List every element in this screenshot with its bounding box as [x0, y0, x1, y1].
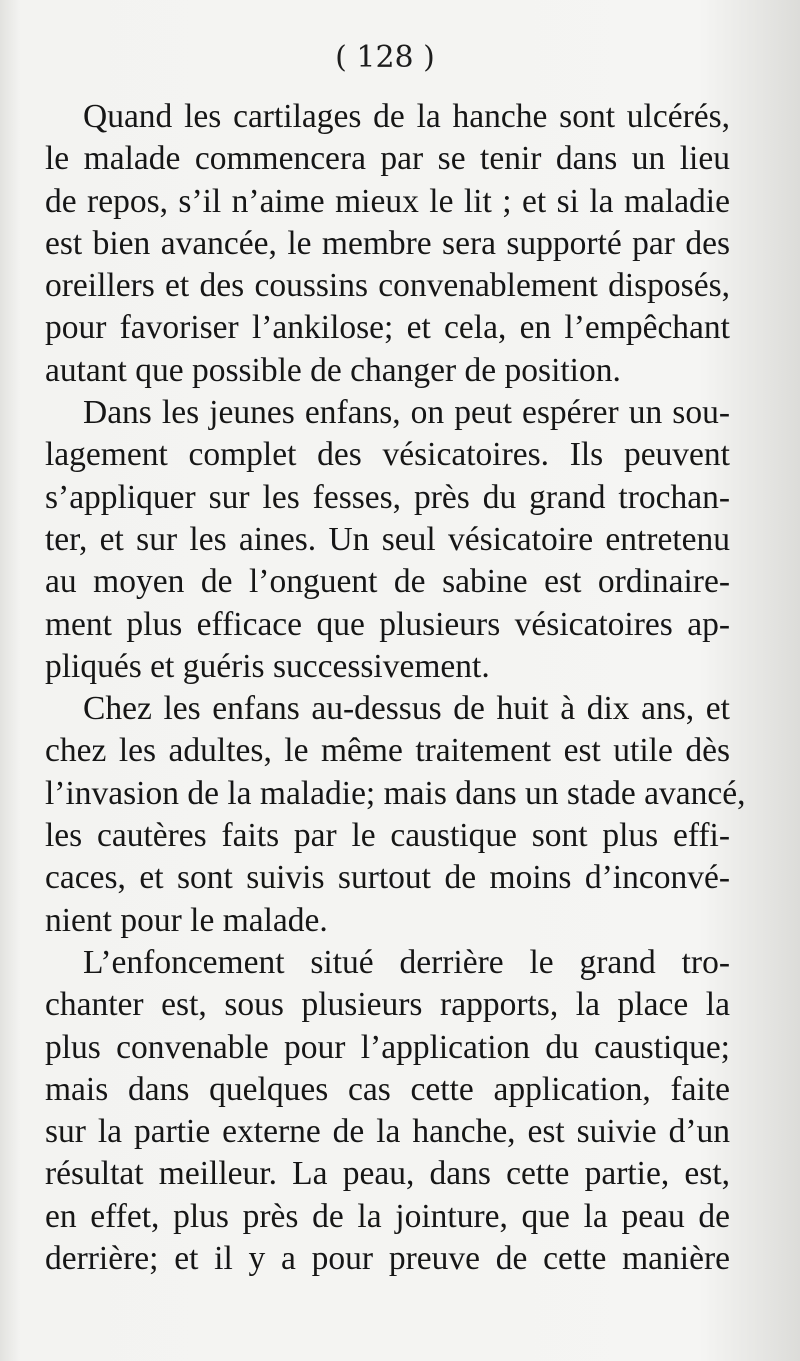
text-line: oreillers et des coussins convenablement disposés, — [45, 267, 730, 305]
text-line: autant que possible de changer de position. — [45, 351, 621, 389]
text-line: les cautères faits par le caustique sont plus effi- — [45, 817, 730, 855]
text-line: chanter est, sous plusieurs rapports, la place la — [45, 986, 730, 1024]
text-line: ter, et sur les aines. Un seul vésicatoire entretenu — [45, 520, 730, 558]
text-line: s’appliquer sur les fesses, près du grand trochan- — [45, 478, 730, 516]
text-line: sur la partie externe de la hanche, est suivie d’un — [45, 1113, 730, 1151]
text-line: Quand les cartilages de la hanche sont ulcérés, — [83, 98, 730, 135]
text-line: chez les adultes, le même traitement est utile dès — [45, 732, 730, 770]
text-line: de repos, s’il n’aime mieux le lit ; et si la maladie — [45, 182, 730, 220]
text-line: l’invasion de la maladie; mais dans un stade avancé, — [45, 774, 746, 812]
text-line: Dans les jeunes enfans, on peut espérer un sou- — [83, 394, 730, 432]
text-line: le malade commencera par se tenir dans un lieu — [45, 140, 730, 178]
paragraph-2 — [45, 392, 730, 688]
page-number: ( 128 ) — [335, 40, 435, 75]
text-line: Chez les enfans au-dessus de huit à dix ans, et — [83, 690, 730, 728]
text-line: en effet, plus près de la jointure, que la peau de — [45, 1197, 730, 1235]
text-line: L’enfoncement situé derrière le grand tro- — [83, 943, 730, 981]
paragraph-4 — [45, 942, 730, 1280]
text-line: mais dans quelques cas cette application, faite — [45, 1070, 730, 1108]
body-text — [45, 96, 746, 1280]
text-line: pliqués et guéris successivement. — [45, 647, 490, 685]
text-line: plus convenable pour l’application du caustique; — [45, 1028, 730, 1066]
text-line: est bien avancée, le membre sera supporté par des — [45, 224, 730, 262]
text-line: lagement complet des vésicatoires. Ils peuvent — [45, 436, 730, 474]
text-line: nient pour le malade. — [45, 901, 328, 939]
paragraph-3 — [45, 688, 746, 942]
text-line: derrière; et il y a pour preuve de cette manière — [45, 1240, 730, 1278]
paragraph-1 — [45, 96, 730, 392]
text-line: caces, et sont suivis surtout de moins d’inconvé- — [45, 859, 730, 897]
text-line: résultat meilleur. La peau, dans cette partie, est, — [45, 1155, 730, 1193]
text-line: pour favoriser l’ankilose; et cela, en l’empêchant — [45, 309, 730, 347]
text-line: au moyen de l’onguent de sabine est ordinaire- — [45, 563, 730, 601]
text-line: ment plus efficace que plusieurs vésicatoires ap- — [45, 605, 730, 643]
